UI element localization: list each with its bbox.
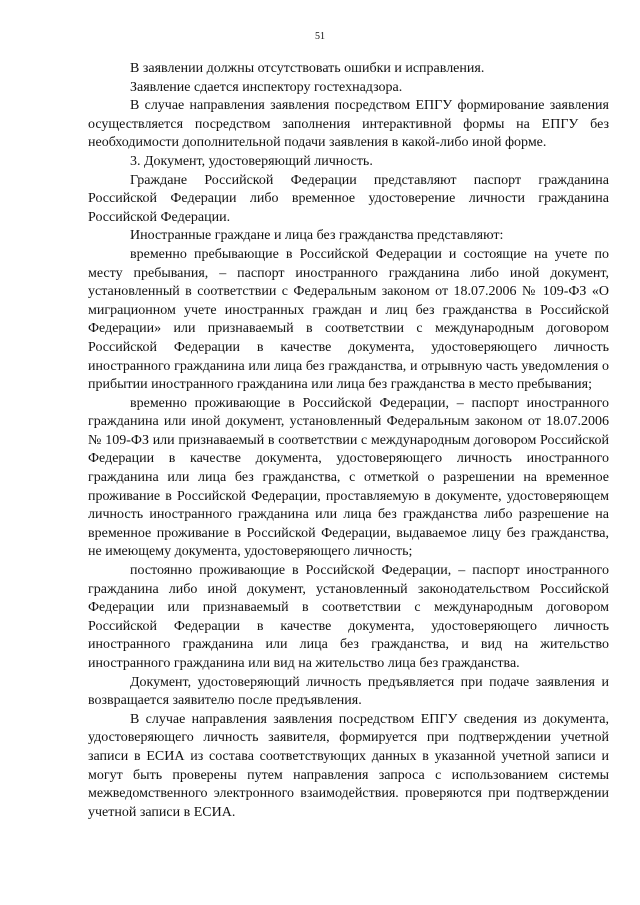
paragraph-temporarily-staying: временно пребывающие в Российской Федерации и состоящие на учете по месту пребывания, – паспорт иностранного гражданина либо иной документ, установленный в соответствии с Федеральным законом от 18.07.2006 № 109-ФЗ «О миграционном учете иностранных граждан и лиц без гражданства в Российской Федерации» или признаваемый в соответствии с международным договором Российской Федерации в качестве документа, удостоверяющего личность иностранного гражданина или лица без гражданства, и отрывную часть уведомления о прибытии иностранного гражданина или лица без гражданства в место пребывания; <box>88 246 609 393</box>
paragraph-epgu-esia-data: В случае направления заявления посредством ЕПГУ сведения из документа, удостоверяющего личность заявителя, формируется при подтверждении учетной записи в ЕСИА из состава соответствующих данных в указанной учетной записи и могут быть проверены путем направления запроса с использованием системы межведомственного электронного взаимодействия. проверяются при подтверждении учетной записи в ЕСИА. <box>88 711 609 820</box>
paragraph-temporarily-residing: временно проживающие в Российской Федерации, – паспорт иностранного гражданина или иной документ, установленный Федеральным законом от 18.07.2006 № 109-ФЗ или признаваемый в соответствии с международным договором Российской Федерации в качестве документа, удостоверяющего личность иностранного гражданина или лица без гражданства, с отметкой о разрешении на временное проживание в Российской Федерации, проставляемую в документе, удостоверяющем личность иностранного гражданина или лица без гражданства либо разрешение на временное проживание в Российской Федерации, выдаваемое лицу без гражданства, не имеющему документа, удостоверяющего личность; <box>88 395 609 560</box>
paragraph-document-returned: Документ, удостоверяющий личность предъявляется при подаче заявления и возвращается заявителю после предъявления. <box>88 674 609 709</box>
paragraph-identity-document-heading: 3. Документ, удостоверяющий личность. <box>130 153 373 169</box>
paragraph-foreign-citizens-intro: Иностранные граждане и лица без гражданства представляют: <box>130 228 504 244</box>
page-number: 51 <box>315 31 325 42</box>
paragraph-permanently-residing: постоянно проживающие в Российской Федерации, – паспорт иностранного гражданина либо иной документ, установленный законодательством Российской Федерации или признаваемый в соответствии с международным договором Российской Федерации в качестве документа, удостоверяющего личность иностранного гражданина или лица без гражданства, и вид на жительство иностранного гражданина или вид на жительство лица без гражданства. <box>88 563 609 671</box>
paragraph-russian-citizens: Граждане Российской Федерации представляют паспорт гражданина Российской Федерации либо временное удостоверение личности гражданина Российской Федерации. <box>88 172 609 225</box>
paragraph-submit-to-inspector: Заявление сдается инспектору гостехнадзора. <box>130 79 403 95</box>
paragraph-epgu-form: В случае направления заявления посредством ЕПГУ формирование заявления осуществляется посредством заполнения интерактивной формы на ЕПГУ без необходимости дополнительной подачи заявления в какой-либо иной форме. <box>88 98 609 151</box>
document-body <box>88 60 609 822</box>
paragraph-no-errors: В заявлении должны отсутствовать ошибки и исправления. <box>130 61 485 76</box>
